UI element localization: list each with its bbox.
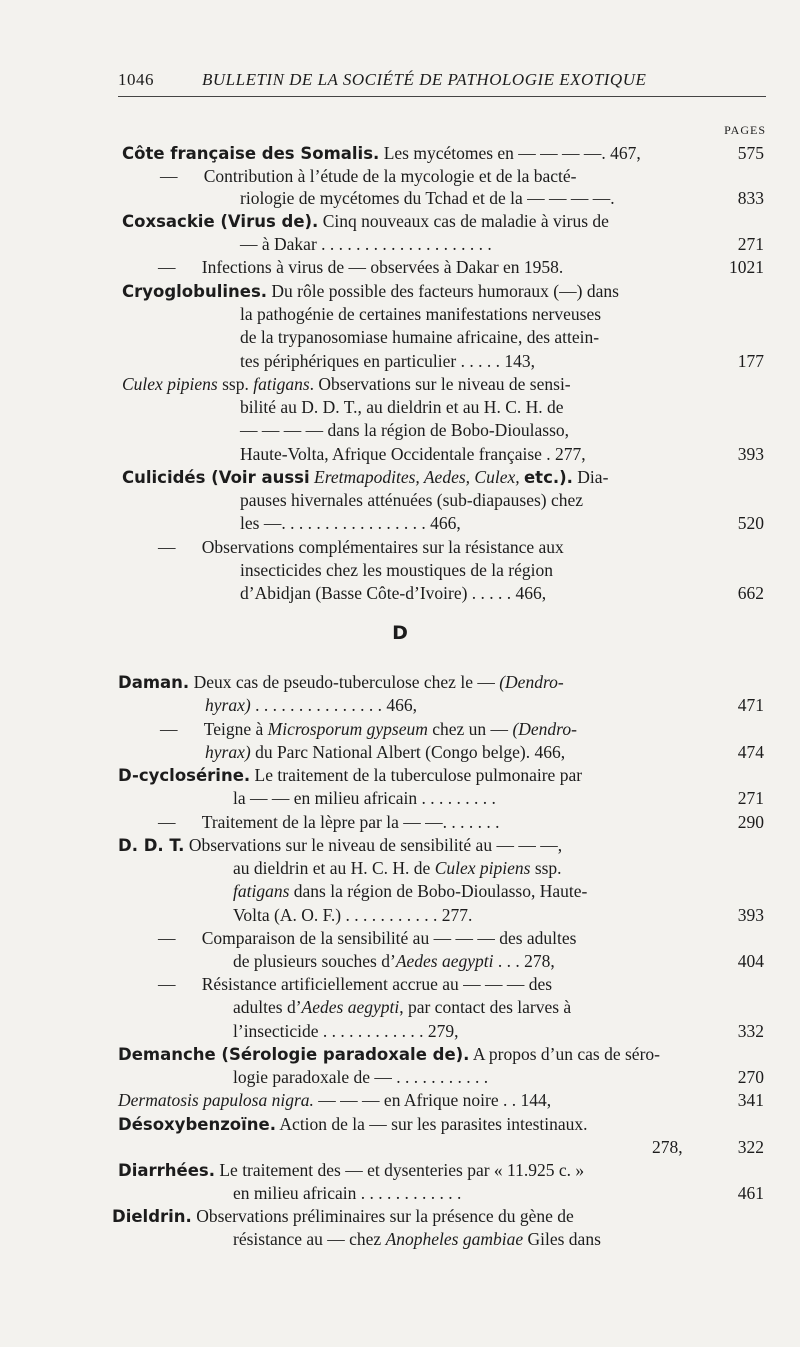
index-line: [0, 559, 800, 582]
entry-text: adultes d’Aedes aegypti, par contact des larves à: [233, 997, 572, 1017]
entry-text: 278,: [652, 1137, 683, 1157]
entry-text: — Comparaison de la sensibilité au — — — des adultes: [158, 928, 577, 948]
page-reference: 520: [737, 513, 764, 533]
index-line: [0, 187, 800, 210]
index-line: [0, 834, 800, 857]
index-line: [0, 373, 800, 396]
index-line: [0, 1043, 800, 1066]
page-reference: 177: [737, 351, 764, 371]
index-line: [0, 303, 800, 326]
entry-text: riologie de mycétomes du Tchad et de la — — — —.: [240, 188, 615, 208]
entry-text: Diarrhées. Le traitement des — et dysenteries par « 11.925 c. »: [118, 1160, 585, 1180]
page-reference: 662: [737, 583, 764, 603]
entry-text: Haute-Volta, Afrique Occidentale française . 277,: [240, 444, 586, 464]
entry-text: — Résistance artificiellement accrue au — — — des: [158, 974, 553, 994]
page-reference: 471: [737, 695, 764, 715]
entry-text: en milieu africain . . . . . . . . . . . .: [233, 1183, 462, 1203]
entry-text: D-cyclosérine. Le traitement de la tuberculose pulmonaire par: [118, 765, 583, 785]
index-line: [0, 927, 800, 950]
page-reference: 271: [737, 788, 764, 808]
index-line: [0, 1159, 800, 1182]
entry-text: Culicidés (Voir aussi Eretmapodites, Aedes, Culex, etc.). Dia-: [122, 467, 609, 487]
index-line: [0, 764, 800, 787]
page-reference: 1021: [729, 257, 764, 277]
journal-title: BULLETIN DE LA SOCIÉTÉ DE PATHOLOGIE EXOTIQUE: [202, 70, 647, 89]
index-line: [0, 811, 800, 834]
page-reference: 332: [737, 1021, 764, 1041]
entry-text: les —. . . . . . . . . . . . . . . . . 466,: [240, 513, 461, 533]
entry-text: Culex pipiens ssp. fatigans. Observations sur le niveau de sensi-: [122, 374, 571, 394]
index-line: [0, 694, 800, 717]
pages-column-label: PAGES: [724, 123, 766, 137]
page-reference: 404: [737, 951, 764, 971]
entry-text: — Observations complémentaires sur la résistance aux: [158, 537, 564, 557]
page-reference: 461: [737, 1183, 764, 1203]
entry-text: la — — en milieu africain . . . . . . . . .: [233, 788, 496, 808]
entry-text: hyrax) du Parc National Albert (Congo belge). 466,: [205, 742, 566, 762]
entry-text: — — — — dans la région de Bobo-Dioulasso,: [240, 420, 570, 440]
index-line: [0, 1182, 800, 1205]
entry-text: la pathogénie de certaines manifestations nerveuses: [240, 304, 602, 324]
entry-text: de la trypanosomiase humaine africaine, des attein-: [240, 327, 600, 347]
page-reference: 393: [737, 444, 764, 464]
index-line: [0, 904, 800, 927]
index-line: [0, 718, 800, 741]
index-line: [0, 350, 800, 373]
page-reference: 575: [737, 143, 764, 163]
entry-text: de plusieurs souches d’Aedes aegypti . . . 278,: [233, 951, 555, 971]
entry-text: Demanche (Sérologie paradoxale de). A propos d’un cas de séro-: [118, 1044, 660, 1064]
page-reference: 474: [737, 742, 764, 762]
index-line: [0, 280, 800, 303]
entry-text: Dieldrin. Observations préliminaires sur la présence du gène de: [112, 1206, 574, 1226]
page-reference: 393: [737, 905, 764, 925]
entry-text: — Teigne à Microsporum gypseum chez un — (Dendro-: [160, 719, 577, 739]
entry-text: Désoxybenzoïne. Action de la — sur les parasites intestinaux.: [118, 1114, 588, 1134]
index-line: [0, 582, 800, 605]
page-reference: 833: [737, 188, 764, 208]
index-line: [0, 973, 800, 996]
entry-text: pauses hivernales atténuées (sub-diapauses) chez: [240, 490, 584, 510]
entry-text: Cryoglobulines. Du rôle possible des facteurs humoraux (—) dans: [122, 281, 619, 301]
index-line: [0, 950, 800, 973]
index-line: [0, 443, 800, 466]
entry-text: Côte française des Somalis. Les mycétomes en — — — —. 467,: [122, 143, 641, 163]
entry-text: — Infections à virus de — observées à Dakar en 1958.: [158, 257, 564, 277]
entry-text: Volta (A. O. F.) . . . . . . . . . . . 277.: [233, 905, 473, 925]
entry-text: Coxsackie (Virus de). Cinq nouveaux cas de maladie à virus de: [122, 211, 609, 231]
index-line: [0, 857, 800, 880]
index-line: [0, 1020, 800, 1043]
index-line: [0, 1066, 800, 1089]
index-line: [0, 419, 800, 442]
page-reference: 270: [737, 1067, 764, 1087]
index-line: [0, 741, 800, 764]
index-line: [0, 142, 800, 165]
entry-text: — Traitement de la lèpre par la — —. . . . . . .: [158, 812, 500, 832]
index-line: [0, 396, 800, 419]
index-line: [0, 787, 800, 810]
index-line: [0, 1205, 800, 1228]
entry-text: D. D. T. Observations sur le niveau de sensibilité au — — —,: [118, 835, 563, 855]
index-line: [0, 1136, 800, 1159]
index-line: [0, 880, 800, 903]
index-line: [0, 466, 800, 489]
page-number: 1046: [118, 70, 154, 89]
entry-text: Dermatosis papulosa nigra. — — — en Afrique noire . . 144,: [118, 1090, 552, 1110]
entry-text: hyrax) . . . . . . . . . . . . . . . 466,: [205, 695, 417, 715]
index-line: [0, 165, 800, 188]
index-line: [0, 326, 800, 349]
index-line: [0, 671, 800, 694]
index-line: [0, 489, 800, 512]
page-reference: 290: [737, 812, 764, 832]
entry-text: l’insecticide . . . . . . . . . . . . 279,: [233, 1021, 459, 1041]
running-header: [118, 70, 766, 97]
page-reference: 271: [737, 234, 764, 254]
page-reference: 322: [737, 1137, 764, 1157]
entry-text: — à Dakar . . . . . . . . . . . . . . . . . . . .: [240, 234, 492, 254]
entry-text: — Contribution à l’étude de la mycologie et de la bacté-: [160, 166, 577, 186]
entry-text: insecticides chez les moustiques de la région: [240, 560, 553, 580]
index-line: [0, 1113, 800, 1136]
entry-text: tes périphériques en particulier . . . . . 143,: [240, 351, 535, 371]
index-line: [0, 256, 800, 279]
entry-text: résistance au — chez Anopheles gambiae Giles dans: [233, 1229, 601, 1249]
index-line: [0, 210, 800, 233]
index-line: [0, 233, 800, 256]
index-line: [0, 1089, 800, 1112]
index-line: [0, 512, 800, 535]
entry-text: Daman. Deux cas de pseudo-tuberculose chez le — (Dendro-: [118, 672, 564, 692]
entry-text: bilité au D. D. T., au dieldrin et au H. C. H. de: [240, 397, 564, 417]
entry-text: logie paradoxale de — . . . . . . . . . . .: [233, 1067, 489, 1087]
index-line: [0, 1228, 800, 1251]
index-line: [0, 536, 800, 559]
entry-text: au dieldrin et au H. C. H. de Culex pipiens ssp.: [233, 858, 562, 878]
entry-text: d’Abidjan (Basse Côte-d’Ivoire) . . . . . 466,: [240, 583, 547, 603]
page-reference: 341: [737, 1090, 764, 1110]
index-line: [0, 996, 800, 1019]
entry-text: fatigans dans la région de Bobo-Dioulasso, Haute-: [233, 881, 588, 901]
section-letter: D: [392, 622, 408, 644]
